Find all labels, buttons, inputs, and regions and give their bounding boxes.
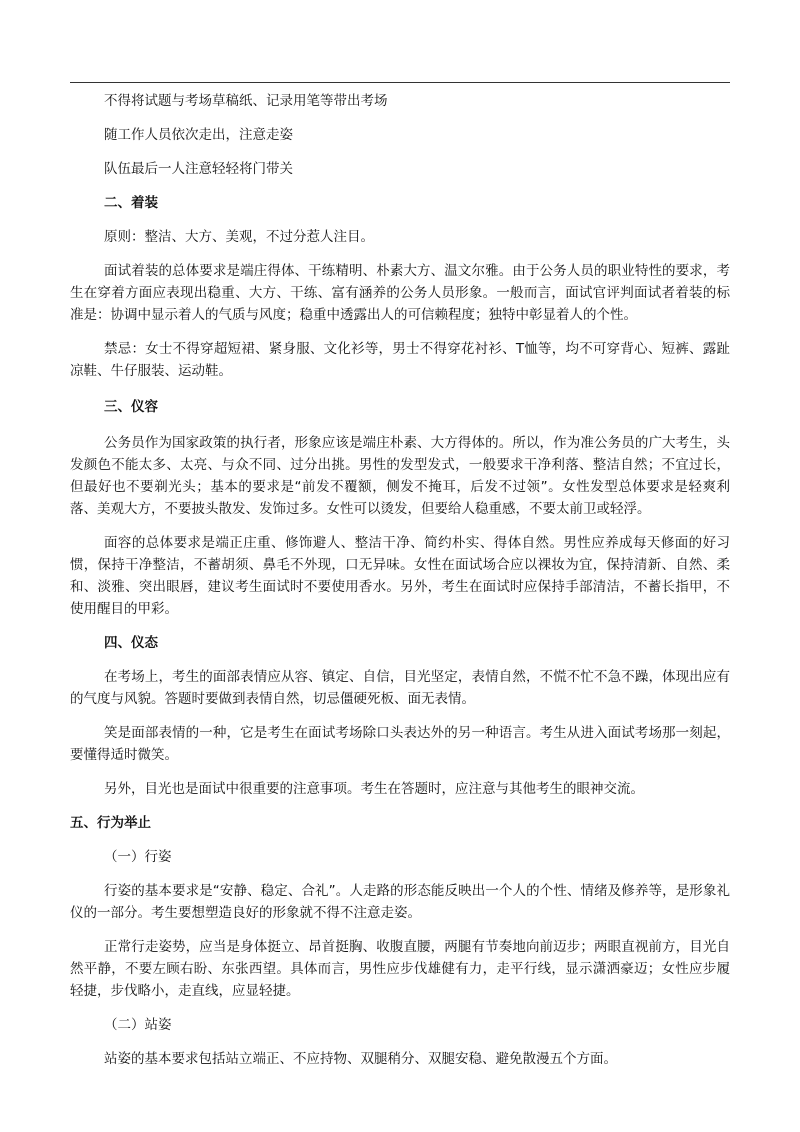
text-line: 随工作人员依次走出，注意走姿 bbox=[104, 127, 293, 143]
document-body bbox=[70, 90, 730, 1070]
text-line: 不得将试题与考场草稿纸、记录用笔等带出考场 bbox=[104, 93, 388, 109]
subheading-walking: （一）行姿 bbox=[104, 849, 172, 865]
section-heading-appearance: 三、仪容 bbox=[104, 399, 158, 415]
paragraph: 公务员作为国家政策的执行者，形象应该是端庄朴素、大方得体的。所以，作为准公务员的广大考生，头发颜色不能太多、太亮、与众不同、过分出挑。男性的发型发式，一般要求干净利落、整洁自然；不宜过长，但最好也不要剃光头；基本的要求是“前发不覆额，侧发不掩耳，后发不过领”。女性发型总体要求是轻爽利落、美观大方，不要披头散发、发饰过多。女性可以烫发，但要给人稳重感，不要太前卫或轻浮。 bbox=[70, 435, 730, 517]
paragraph: 站姿的基本要求包括站立端正、不应持物、双腿稍分、双腿安稳、避免散漫五个方面。 bbox=[104, 1051, 617, 1067]
section-heading-behavior: 五、行为举止 bbox=[70, 815, 151, 831]
section-heading-demeanor: 四、仪态 bbox=[104, 635, 158, 651]
paragraph: 面试着装的总体要求是端庄得体、干练精明、朴素大方、温文尔雅。由于公务人员的职业特性的要求，考生在穿着方面应表现出稳重、大方、干练、富有涵养的公务人员形象。一般而言，面试官评判面试者着装的标准是：协调中显示着人的气质与风度；稳重中透露出人的可信赖程度；独特中彰显着人的个性。 bbox=[70, 263, 730, 323]
subheading-standing: （二）站姿 bbox=[104, 1017, 172, 1033]
paragraph: 行姿的基本要求是“安静、稳定、合礼”。人走路的形态能反映出一个人的个性、情绪及修养等，是形象礼仪的一部分。考生要想塑造良好的形象就不得不注意走姿。 bbox=[70, 883, 730, 921]
paragraph: 原则：整洁、大方、美观，不过分惹人注目。 bbox=[104, 229, 374, 245]
paragraph: 禁忌：女士不得穿超短裙、紧身服、文化衫等，男士不得穿花衬衫、T恤等，均不可穿背心、短裤、露趾凉鞋、牛仔服装、运动鞋。 bbox=[70, 341, 730, 379]
paragraph: 在考场上，考生的面部表情应从容、镇定、自信，目光坚定，表情自然，不慌不忙不急不躁，体现出应有的气度与风貌。答题时要做到表情自然，切忌僵硬死板、面无表情。 bbox=[70, 669, 730, 707]
header-rule bbox=[70, 82, 730, 83]
paragraph: 笑是面部表情的一种，它是考生在面试考场除口头表达外的另一种语言。考生从进入面试考场那一刻起，要懂得适时微笑。 bbox=[70, 725, 730, 763]
text-line: 队伍最后一人注意轻轻将门带关 bbox=[104, 161, 293, 177]
paragraph: 面容的总体要求是端正庄重、修饰避人、整洁干净、简约朴实、得体自然。男性应养成每天修面的好习惯，保持干净整洁，不蓄胡须、鼻毛不外现，口无异味。女性在面试场合应以裸妆为宜，保持清新、自然、柔和、淡雅、突出眼唇，建议考生面试时不要使用香水。另外，考生在面试时应保持手部清洁，不蓄长指甲，不使用醒目的甲彩。 bbox=[70, 535, 730, 617]
section-heading-attire: 二、着装 bbox=[104, 195, 158, 211]
paragraph: 另外，目光也是面试中很重要的注意事项。考生在答题时，应注意与其他考生的眼神交流。 bbox=[104, 781, 644, 797]
paragraph: 正常行走姿势，应当是身体挺立、昂首挺胸、收腹直腰，两腿有节奏地向前迈步；两眼直视前方，目光自然平静，不要左顾右盼、东张西望。具体而言，男性应步伐雄健有力，走平行线，显示潇洒豪迈；女性应步履轻捷，步伐略小，走直线，应显轻捷。 bbox=[70, 939, 730, 999]
